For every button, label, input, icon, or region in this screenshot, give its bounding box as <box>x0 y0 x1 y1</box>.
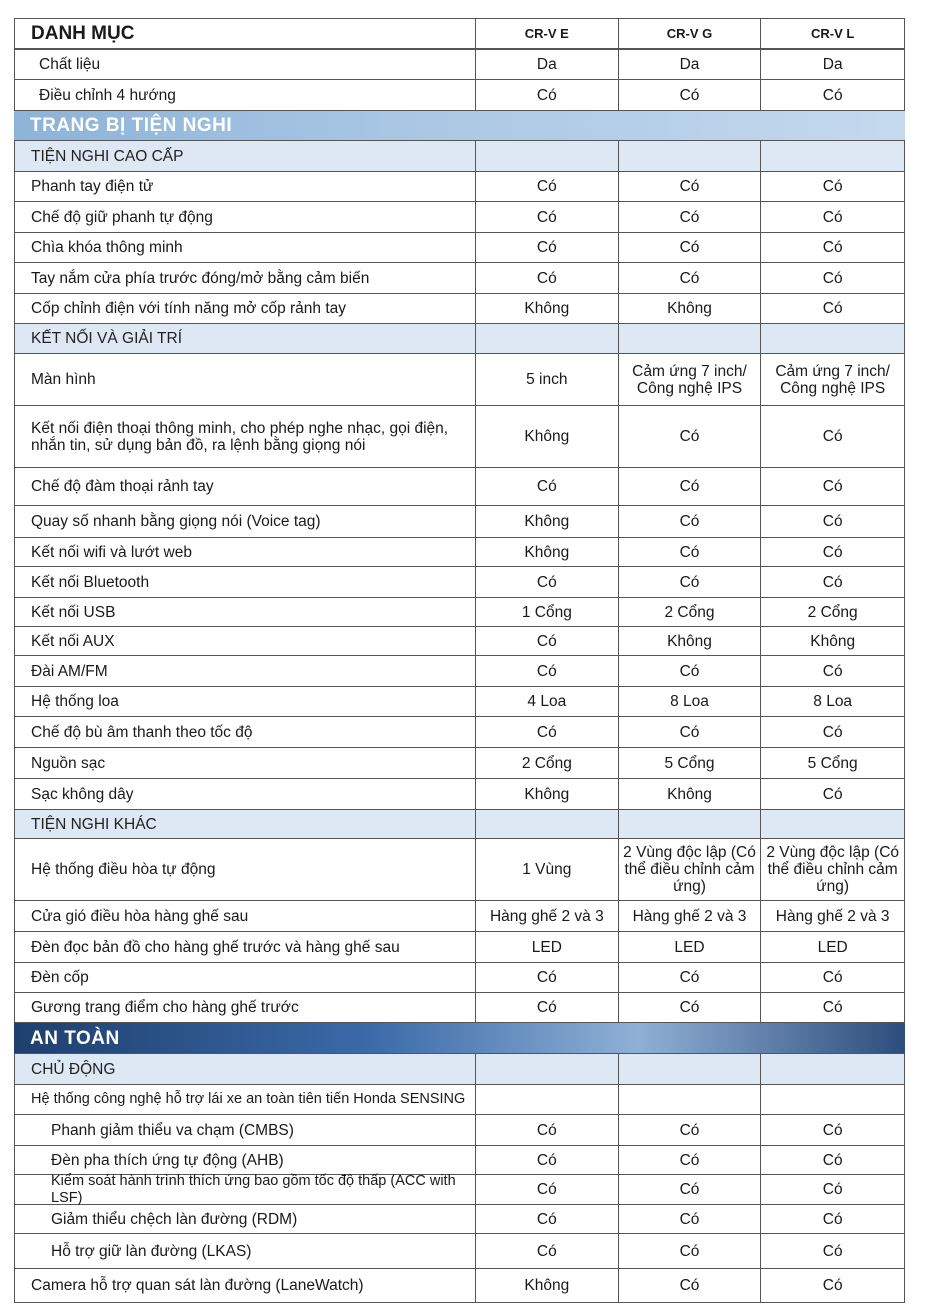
feature-label: Hệ thống loa <box>31 693 119 710</box>
value-cell: Có <box>618 1205 761 1233</box>
value-cell: 8 Loa <box>618 687 761 716</box>
value-cell: Da <box>618 50 761 79</box>
value-cell <box>760 141 904 171</box>
value-cell: Có <box>618 963 761 992</box>
table-row <box>14 963 905 993</box>
value-cell: Có <box>618 1234 761 1268</box>
table-row <box>14 779 905 810</box>
value-cell: 2 Cổng <box>618 598 761 626</box>
feature-label: Quay số nhanh bằng giọng nói (Voice tag) <box>31 513 321 530</box>
feature-label: Kết nối USB <box>31 603 116 621</box>
value-cell: LED <box>760 932 904 962</box>
value-cell: 5 inch <box>475 354 618 405</box>
value-cell: Có <box>475 202 618 232</box>
subsection-title: CHỦ ĐỘNG <box>31 1060 116 1078</box>
value-cell: Có <box>760 233 904 262</box>
value-cell: Không <box>475 294 618 323</box>
feature-label: Đèn đọc bản đồ cho hàng ghế trước và hàng ghế sau <box>31 938 400 956</box>
feature-label: Cửa gió điều hòa hàng ghế sau <box>31 907 249 925</box>
header-label: DANH MỤC <box>31 23 135 44</box>
value-cell <box>760 1085 904 1114</box>
value-cell: Có <box>475 468 618 505</box>
table-row <box>14 1085 905 1115</box>
subsection-title: TIỆN NGHI CAO CẤP <box>31 147 184 165</box>
table-row <box>14 1115 905 1146</box>
table-row <box>14 567 905 598</box>
value-cell <box>760 324 904 353</box>
value-cell: LED <box>475 932 618 962</box>
value-cell <box>475 810 618 838</box>
value-cell: Có <box>760 406 904 467</box>
value-cell: Có <box>760 1234 904 1268</box>
value-cell <box>475 1054 618 1084</box>
value-cell: Hàng ghế 2 và 3 <box>475 901 618 931</box>
table-row <box>14 627 905 656</box>
value-cell: 1 Vùng <box>475 839 618 900</box>
value-cell: Có <box>618 263 761 293</box>
feature-label: Kết nối Bluetooth <box>31 573 150 591</box>
value-cell <box>618 324 761 353</box>
table-row <box>14 748 905 779</box>
value-cell: Có <box>760 993 904 1022</box>
value-cell: Có <box>475 1115 618 1145</box>
value-cell: Có <box>618 172 761 201</box>
header-col-cr-v-e: CR-V E <box>475 19 618 48</box>
value-cell: Có <box>760 263 904 293</box>
value-cell: Có <box>760 717 904 747</box>
value-cell: Có <box>475 567 618 597</box>
value-cell: Có <box>618 506 761 537</box>
table-row <box>14 1269 905 1303</box>
value-cell: Có <box>618 1269 761 1302</box>
table-row <box>14 656 905 687</box>
feature-label: Kết nối wifi và lướt web <box>31 543 192 561</box>
table-row <box>14 598 905 627</box>
feature-label: Kiểm soát hành trình thích ứng bao gồm tốc độ thấp (ACC with LSF) <box>51 1172 456 1206</box>
table-header <box>14 18 905 49</box>
table-row <box>14 1172 905 1206</box>
value-cell: Có <box>760 80 904 110</box>
value-cell: 2 Vùng độc lập (Có thể điều chỉnh cảm ứng) <box>760 839 904 900</box>
subsection-row <box>14 810 905 839</box>
value-cell: 2 Cổng <box>475 748 618 778</box>
section-title: TRANG BỊ TIỆN NGHI <box>30 115 233 136</box>
value-cell: Có <box>618 1146 761 1174</box>
value-cell: Có <box>760 1269 904 1302</box>
value-cell: Có <box>760 1115 904 1145</box>
value-cell <box>618 810 761 838</box>
value-cell: Có <box>618 80 761 110</box>
feature-label: Cốp chỉnh điện với tính năng mở cốp rảnh tay <box>31 300 347 317</box>
feature-label: Chìa khóa thông minh <box>31 239 183 256</box>
subsection-row <box>14 1054 905 1085</box>
value-cell: Có <box>618 656 761 686</box>
subsection-row <box>14 141 905 172</box>
feature-label: Điều chỉnh 4 hướng <box>39 86 176 104</box>
table-body <box>14 49 905 1303</box>
table-row <box>14 1234 905 1269</box>
table-row <box>14 993 905 1023</box>
feature-label: Đài AM/FM <box>31 662 108 680</box>
value-cell: Có <box>475 963 618 992</box>
value-cell: Có <box>618 202 761 232</box>
value-cell: Có <box>475 80 618 110</box>
value-cell <box>760 1054 904 1084</box>
value-cell: Có <box>618 717 761 747</box>
table-row <box>14 1146 905 1175</box>
table-row <box>14 901 905 932</box>
feature-label: Tay nắm cửa phía trước đóng/mở bằng cảm biến <box>31 269 370 287</box>
feature-label: Đèn cốp <box>31 969 89 986</box>
value-cell: Có <box>618 1175 761 1204</box>
value-cell: 2 Vùng độc lập (Có thể điều chỉnh cảm ứng) <box>618 839 761 900</box>
value-cell: Có <box>618 1115 761 1145</box>
table-row <box>14 172 905 202</box>
value-cell: Có <box>618 406 761 467</box>
value-cell: Da <box>760 50 904 79</box>
value-cell: Có <box>760 506 904 537</box>
header-col-cr-v-g: CR-V G <box>618 19 761 48</box>
feature-label: Chất liệu <box>39 56 101 73</box>
feature-label: Đèn pha thích ứng tự động (AHB) <box>51 1151 284 1169</box>
value-cell: Không <box>475 406 618 467</box>
value-cell: Không <box>618 627 761 655</box>
value-cell: Có <box>618 993 761 1022</box>
value-cell: Có <box>618 567 761 597</box>
section-title: AN TOÀN <box>30 1027 120 1049</box>
table-row <box>14 1205 905 1234</box>
table-row <box>14 80 905 111</box>
value-cell <box>618 1085 761 1114</box>
feature-label: Kết nối điện thoại thông minh, cho phép nghe nhạc, gọi điện, nhắn tin, sử dụng bản đồ, ra lệnh bằng giọng nói <box>31 419 449 454</box>
spec-table <box>14 18 905 1303</box>
table-row <box>14 354 905 406</box>
value-cell: 1 Cổng <box>475 598 618 626</box>
table-row <box>14 506 905 538</box>
feature-label: Sạc không dây <box>31 785 134 803</box>
feature-label: Gương trang điểm cho hàng ghế trước <box>31 999 299 1016</box>
value-cell: Có <box>760 172 904 201</box>
value-cell: Có <box>760 1146 904 1174</box>
value-cell: LED <box>618 932 761 962</box>
value-cell: Không <box>475 779 618 809</box>
table-row <box>14 263 905 294</box>
header-col-cr-v-l: CR-V L <box>760 19 904 48</box>
value-cell: Có <box>618 468 761 505</box>
value-cell: Có <box>618 538 761 566</box>
feature-label: Camera hỗ trợ quan sát làn đường (LaneWatch) <box>31 1277 364 1294</box>
value-cell: Có <box>760 963 904 992</box>
value-cell: Có <box>760 294 904 323</box>
value-cell: 8 Loa <box>760 687 904 716</box>
value-cell: Da <box>475 50 618 79</box>
table-row <box>14 202 905 233</box>
table-row <box>14 233 905 263</box>
section-header <box>14 111 905 141</box>
feature-label: Màn hình <box>31 371 96 388</box>
table-row <box>14 839 905 901</box>
value-cell: Có <box>475 1175 618 1204</box>
value-cell: 4 Loa <box>475 687 618 716</box>
value-cell: Có <box>760 656 904 686</box>
value-cell <box>618 141 761 171</box>
feature-label: Hệ thống điều hòa tự động <box>31 861 216 878</box>
feature-label: Nguồn sạc <box>31 754 106 772</box>
table-row <box>14 294 905 324</box>
table-row <box>14 406 905 468</box>
value-cell: Cảm ứng 7 inch/ Công nghệ IPS <box>618 354 761 405</box>
value-cell: Cảm ứng 7 inch/ Công nghệ IPS <box>760 354 904 405</box>
value-cell: Không <box>760 627 904 655</box>
feature-label: Kết nối AUX <box>31 632 115 650</box>
feature-label: Hỗ trợ giữ làn đường (LKAS) <box>51 1242 252 1260</box>
value-cell: 5 Cổng <box>618 748 761 778</box>
value-cell: Hàng ghế 2 và 3 <box>618 901 761 931</box>
feature-label: Chế độ giữ phanh tự động <box>31 208 213 226</box>
value-cell: Có <box>760 567 904 597</box>
value-cell: Không <box>475 538 618 566</box>
feature-label: Chế độ bù âm thanh theo tốc độ <box>31 723 253 741</box>
value-cell <box>760 810 904 838</box>
value-cell: Có <box>475 1234 618 1268</box>
value-cell: Có <box>475 993 618 1022</box>
table-row <box>14 687 905 717</box>
value-cell: Có <box>475 656 618 686</box>
table-row <box>14 717 905 748</box>
value-cell: Có <box>760 1175 904 1204</box>
table-row <box>14 468 905 506</box>
value-cell: Có <box>760 779 904 809</box>
value-cell: Có <box>760 1205 904 1233</box>
value-cell <box>475 1085 618 1114</box>
value-cell <box>475 324 618 353</box>
value-cell: 5 Cổng <box>760 748 904 778</box>
value-cell: 2 Cổng <box>760 598 904 626</box>
value-cell <box>475 141 618 171</box>
value-cell: Hàng ghế 2 và 3 <box>760 901 904 931</box>
table-row <box>14 49 905 80</box>
value-cell: Có <box>475 717 618 747</box>
value-cell: Không <box>618 779 761 809</box>
feature-label: Hệ thống công nghệ hỗ trợ lái xe an toàn tiên tiến Honda SENSING <box>31 1091 466 1107</box>
value-cell: Không <box>475 506 618 537</box>
table-row <box>14 932 905 963</box>
section-header <box>14 1023 905 1054</box>
value-cell: Có <box>475 1146 618 1174</box>
subsection-title: TIỆN NGHI KHÁC <box>31 815 157 833</box>
subsection-row <box>14 324 905 354</box>
value-cell: Không <box>618 294 761 323</box>
feature-label: Giảm thiểu chệch làn đường (RDM) <box>51 1210 298 1228</box>
value-cell: Có <box>760 202 904 232</box>
value-cell: Có <box>475 233 618 262</box>
value-cell: Có <box>475 1205 618 1233</box>
value-cell: Có <box>760 538 904 566</box>
value-cell: Có <box>475 263 618 293</box>
value-cell: Có <box>760 468 904 505</box>
table-row <box>14 538 905 567</box>
feature-label: Chế độ đàm thoại rảnh tay <box>31 478 214 495</box>
value-cell: Có <box>618 233 761 262</box>
value-cell: Có <box>475 627 618 655</box>
value-cell <box>618 1054 761 1084</box>
value-cell: Không <box>475 1269 618 1302</box>
value-cell: Có <box>475 172 618 201</box>
feature-label: Phanh tay điện tử <box>31 178 154 195</box>
subsection-title: KẾT NỐI VÀ GIẢI TRÍ <box>31 330 183 347</box>
feature-label: Phanh giảm thiểu va chạm (CMBS) <box>51 1121 294 1139</box>
